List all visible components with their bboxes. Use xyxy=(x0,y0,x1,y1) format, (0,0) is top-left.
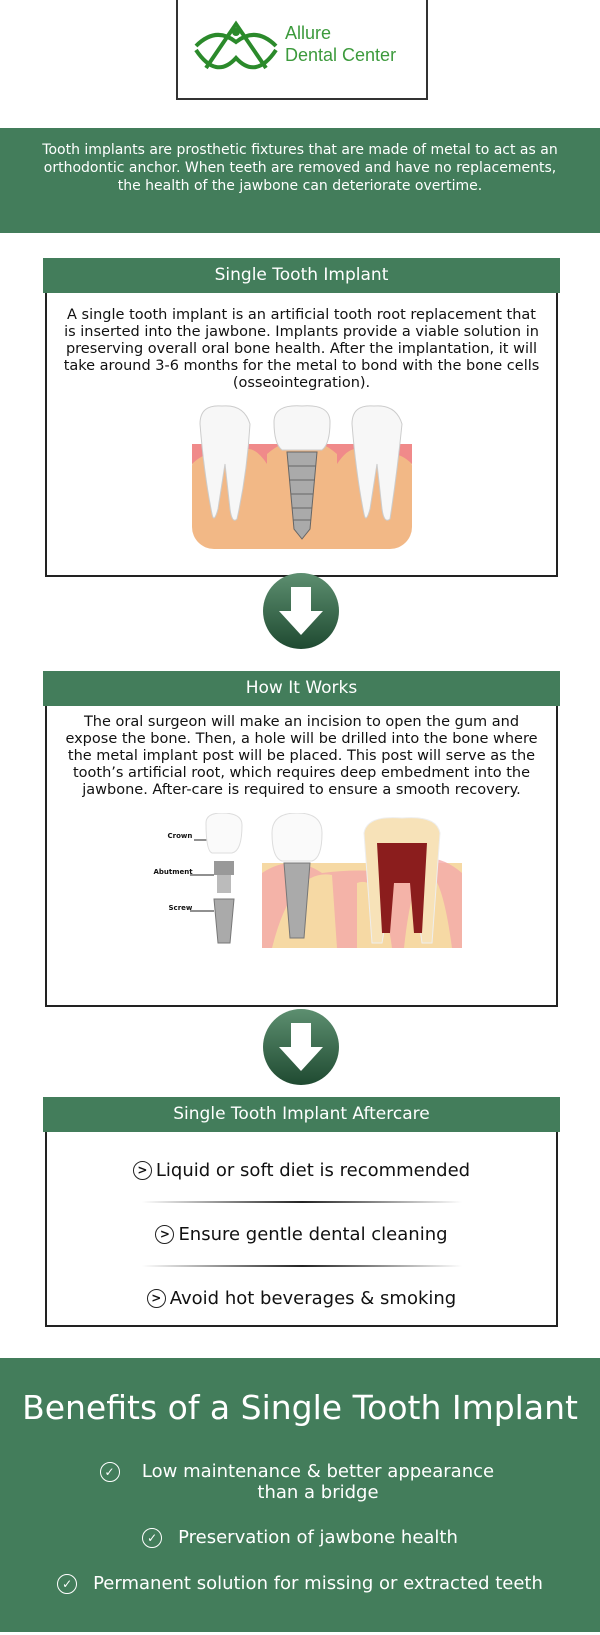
benefit-text: Preservation of jawbone health xyxy=(178,1527,458,1548)
aftercare-item xyxy=(47,1155,556,1185)
section-header: Single Tooth Implant Aftercare xyxy=(43,1097,560,1132)
how-it-works-box xyxy=(45,688,558,1007)
check-circle-icon: ✓ xyxy=(57,1574,77,1594)
divider xyxy=(142,1265,462,1267)
label-abutment: Abutment xyxy=(153,868,193,876)
section-text: A single tooth implant is an artificial tooth root replacement that is inserted into the jawbone. Implants provide a viable solution in preserving overall oral bone health. After the implantation, it will take around 3-6 months for the metal to bond with the bone cells (osseointegration). xyxy=(63,307,540,391)
intro-banner: Tooth implants are prosthetic fixtures that are made of metal to act as an orthodontic anchor. When teeth are removed and have no replacements, the health of the jawbone can deteriorate overtime. xyxy=(0,128,600,233)
down-arrow-icon xyxy=(263,1009,339,1085)
benefit-item xyxy=(0,1527,600,1548)
benefit-text: Permanent solution for missing or extracted teeth xyxy=(93,1573,543,1594)
chevron-circle-icon: > xyxy=(155,1225,174,1244)
aftercare-text: Avoid hot beverages & smoking xyxy=(169,1287,457,1309)
single-tooth-implant-box xyxy=(45,275,558,577)
label-crown: Crown xyxy=(167,832,193,840)
section-text: The oral surgeon will make an incision to open the gum and expose the bone. Then, a hole will be drilled into the bone where the metal implant post will be placed. This post will serve as the tooth’s artificial root, which requires deep embedment into the jawbone. After-care is required to ensure a smooth recovery. xyxy=(65,714,538,798)
logo-line1: Allure xyxy=(285,23,332,43)
chevron-circle-icon: > xyxy=(147,1289,166,1308)
aftercare-box xyxy=(45,1114,558,1327)
implant-teeth-illustration xyxy=(192,404,412,549)
aftercare-item xyxy=(47,1283,556,1313)
down-arrow-icon xyxy=(263,573,339,649)
aftercare-text: Ensure gentle dental cleaning xyxy=(178,1223,448,1245)
check-circle-icon: ✓ xyxy=(100,1462,120,1482)
divider xyxy=(142,1201,462,1203)
implant-diagram xyxy=(142,813,462,963)
benefit-item xyxy=(0,1461,600,1503)
aftercare-item xyxy=(47,1219,556,1249)
aftercare-text: Liquid or soft diet is recommended xyxy=(155,1159,471,1181)
benefits-section xyxy=(0,1358,600,1632)
benefits-title: Benefits of a Single Tooth Implant xyxy=(22,1388,578,1427)
chevron-circle-icon: > xyxy=(133,1161,152,1180)
check-circle-icon: ✓ xyxy=(142,1528,162,1548)
logo-mark-icon xyxy=(186,18,286,80)
section-header: How It Works xyxy=(43,671,560,706)
section-header: Single Tooth Implant xyxy=(43,258,560,293)
logo-line2: Dental Center xyxy=(285,45,397,65)
benefit-item xyxy=(0,1573,600,1594)
benefit-text: Low maintenance & better appearance than a bridge xyxy=(141,1461,495,1503)
label-screw: Screw xyxy=(168,904,193,912)
logo xyxy=(176,0,428,100)
